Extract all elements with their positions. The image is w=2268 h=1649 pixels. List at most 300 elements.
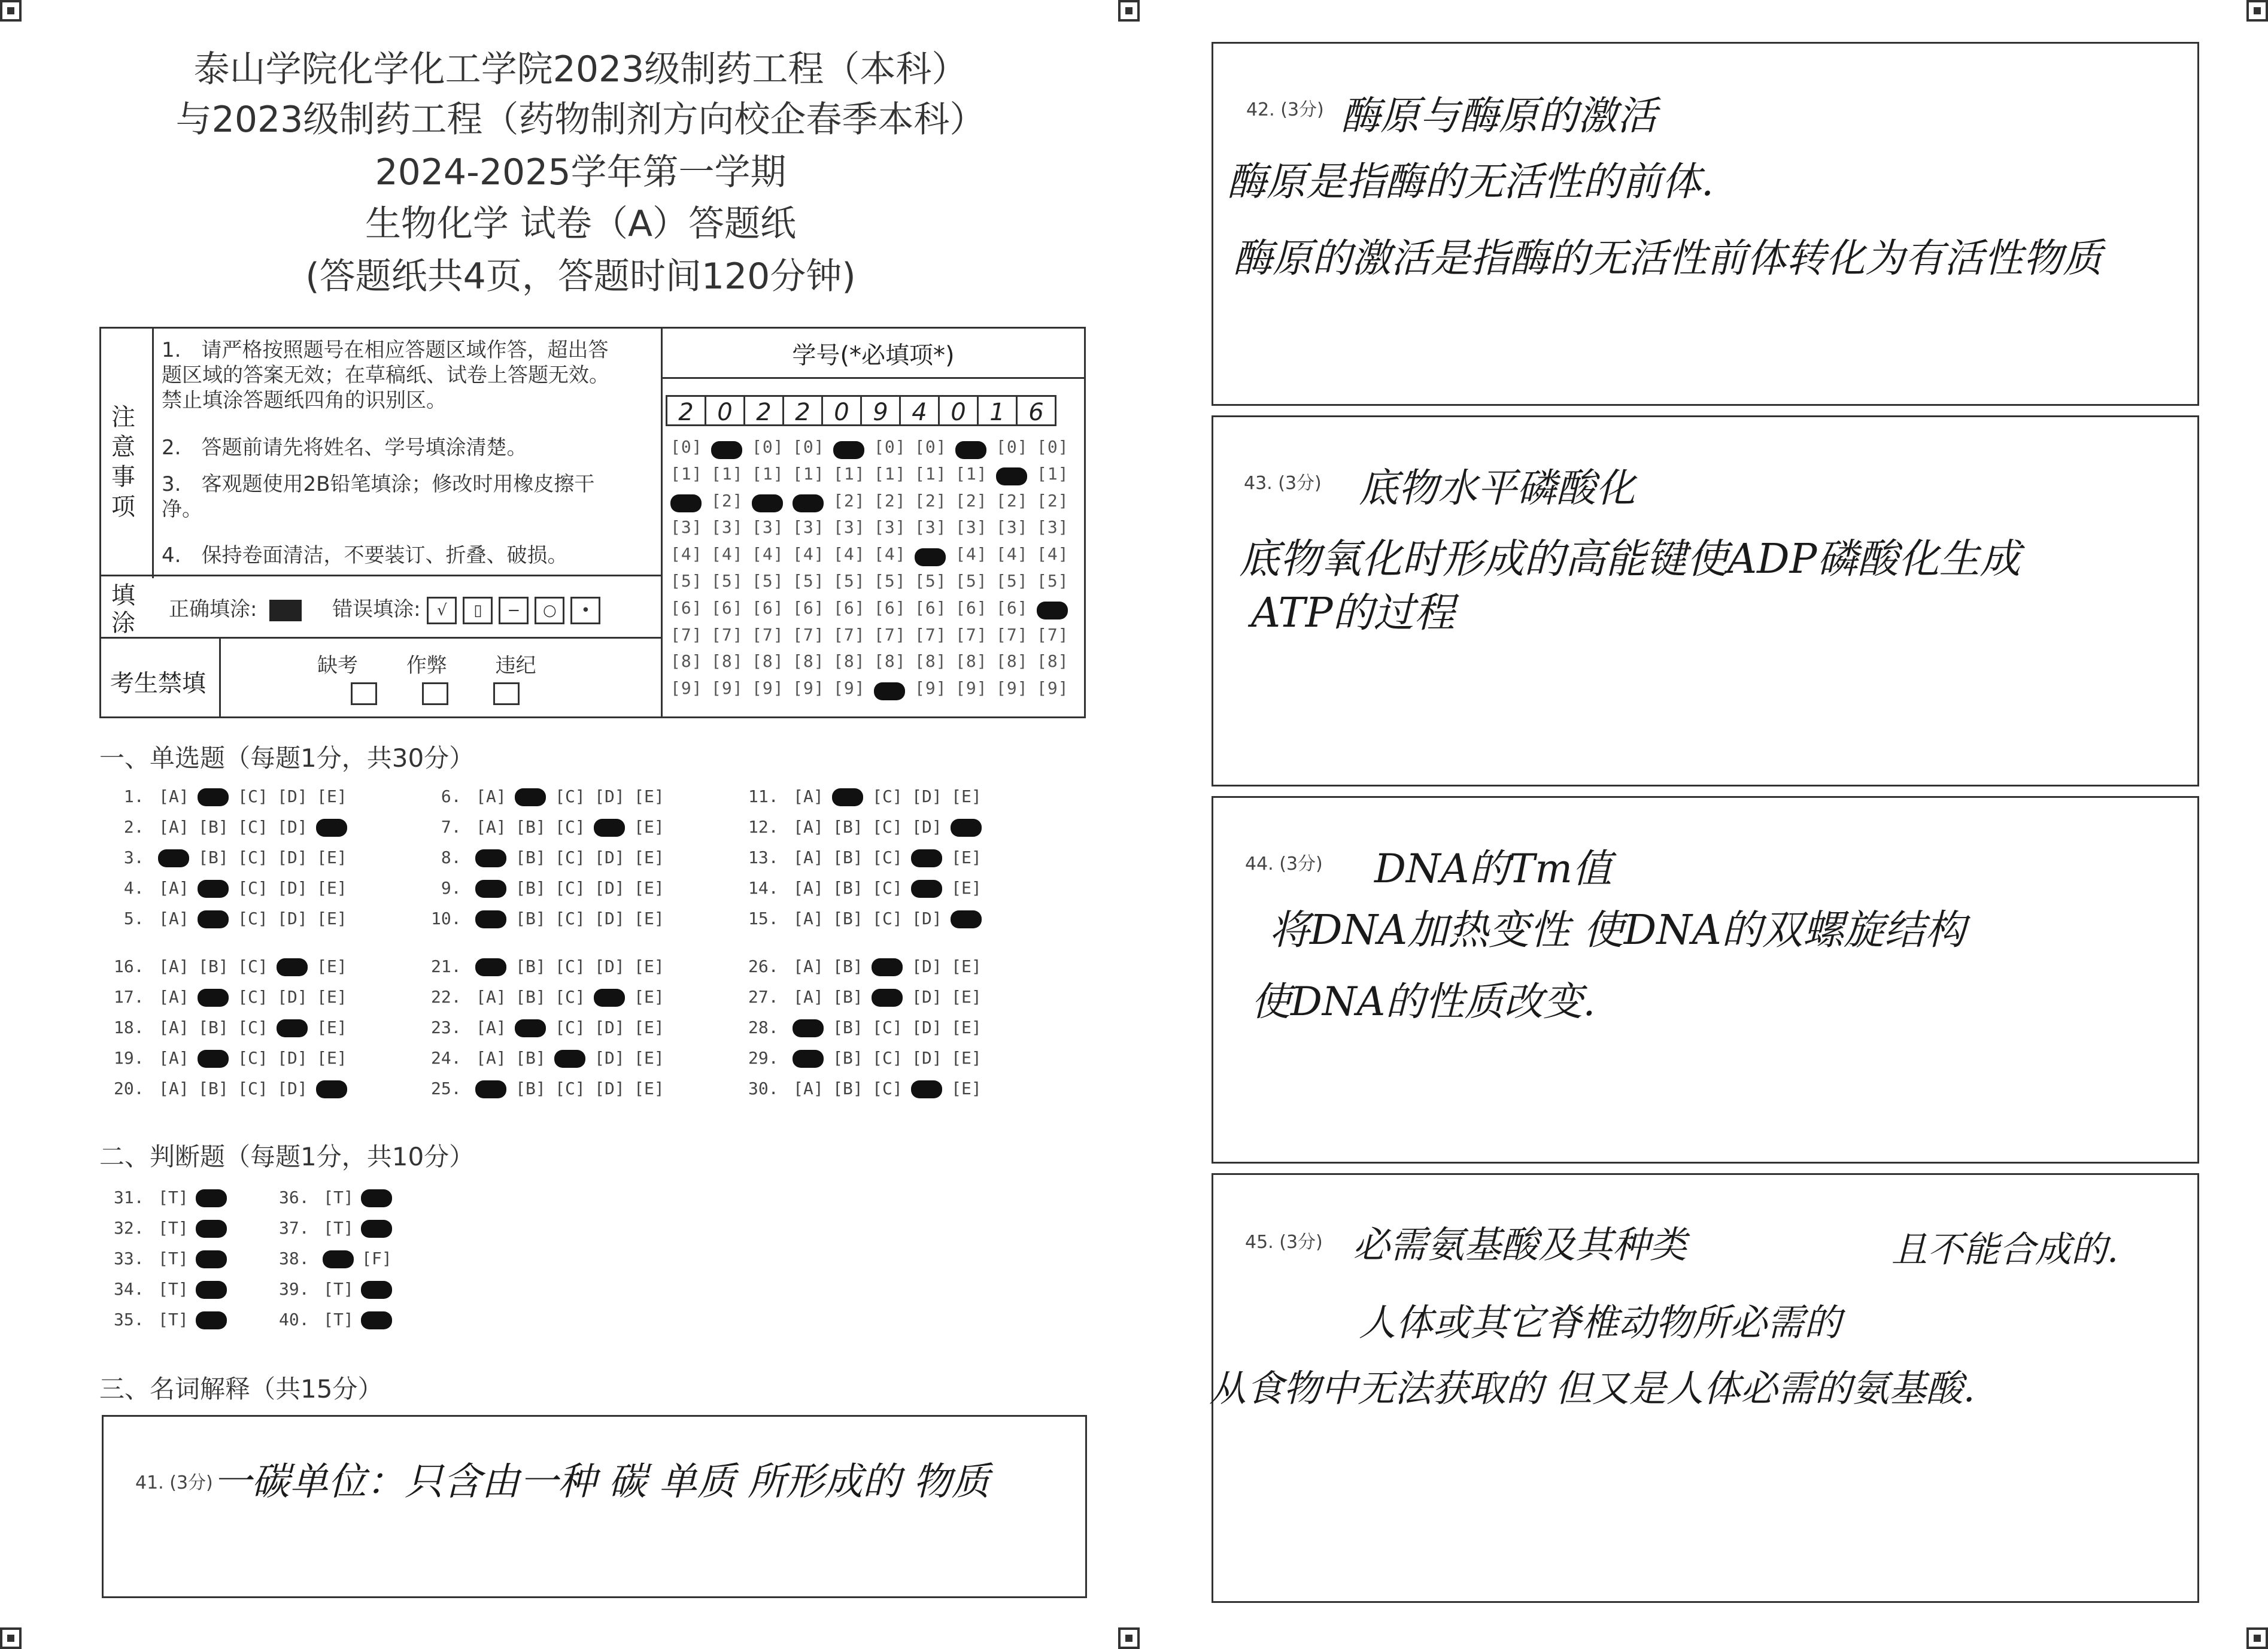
student-id-bubble-filled[interactable]	[670, 494, 711, 512]
student-id-bubble[interactable]: [1]	[874, 463, 906, 484]
student-id-bubble[interactable]: [4]	[1037, 544, 1069, 564]
mc-question-number: 15.	[748, 909, 789, 928]
mc-bubble-filled[interactable]	[193, 786, 233, 806]
student-id-bubble[interactable]: [1]	[955, 463, 988, 484]
student-id-bubble[interactable]: [9]	[670, 678, 703, 699]
mc-bubble[interactable]: [A]	[159, 817, 189, 837]
student-id-bubble[interactable]: [5]	[752, 570, 784, 591]
student-id-bubble[interactable]: [8]	[1037, 651, 1069, 672]
mc-question-number: 28.	[748, 1018, 789, 1037]
mc-bubble-filled[interactable]	[471, 909, 511, 928]
student-id-bubble[interactable]: [5]	[874, 570, 906, 591]
mc-bubble[interactable]: [C]	[872, 817, 903, 837]
q42-line-1: 酶原与酶原的激活	[1341, 93, 1657, 139]
student-id-bubble[interactable]: [3]	[996, 517, 1028, 537]
mc-question-number: 23.	[431, 1018, 472, 1037]
student-id-bubble[interactable]: [7]	[711, 624, 743, 645]
student-id-bubble[interactable]: [3]	[793, 517, 825, 537]
student-id-bubble[interactable]: [8]	[670, 651, 703, 672]
student-id-bubble[interactable]: [4]	[752, 544, 784, 564]
student-id-bubble[interactable]: [0]	[793, 437, 825, 457]
student-id-bubble[interactable]: [6]	[752, 597, 784, 618]
student-id-bubble[interactable]: [6]	[833, 597, 866, 618]
student-id-bubble[interactable]: [0]	[874, 437, 906, 457]
mc-bubble[interactable]: [C]	[555, 878, 585, 898]
mc-bubble[interactable]: [C]	[238, 1018, 268, 1037]
mc-bubble[interactable]: [D]	[594, 1048, 625, 1068]
student-id-bubble[interactable]: [9]	[711, 678, 743, 699]
student-id-bubble[interactable]: [5]	[711, 570, 743, 591]
tf-bubble-filled[interactable]	[357, 1310, 396, 1329]
mc-bubble[interactable]: [B]	[833, 909, 863, 928]
mc-bubble[interactable]: [D]	[594, 878, 625, 898]
student-id-bubble[interactable]: [9]	[996, 678, 1028, 699]
student-id-bubble-filled[interactable]	[915, 548, 955, 566]
student-id-bubble-filled[interactable]	[793, 494, 833, 512]
student-id-row	[670, 571, 1077, 598]
student-id-bubble[interactable]: [2]	[996, 490, 1028, 511]
mc-bubble-filled[interactable]	[511, 786, 550, 806]
student-id-bubble[interactable]: [2]	[711, 490, 743, 511]
mc-bubble[interactable]: [A]	[159, 956, 189, 976]
mc-question-1	[114, 786, 351, 806]
student-id-bubble[interactable]: [8]	[955, 651, 988, 672]
tf-bubble-filled[interactable]	[192, 1249, 230, 1268]
mc-bubble[interactable]: [B]	[198, 848, 229, 867]
mc-bubble[interactable]: [E]	[317, 848, 347, 867]
mc-bubble[interactable]: [C]	[555, 987, 585, 1007]
mc-bubble[interactable]: [D]	[912, 1048, 942, 1068]
tf-bubble[interactable]: [T]	[323, 1279, 354, 1299]
title-line-5: (答题纸共4页，答题时间120分钟)	[305, 256, 856, 297]
mc-bubble[interactable]: [D]	[277, 817, 308, 837]
mc-bubble[interactable]: [C]	[238, 1048, 268, 1068]
mc-bubble[interactable]: [C]	[872, 1018, 903, 1037]
student-id-bubble[interactable]: [1]	[915, 463, 947, 484]
mc-bubble[interactable]: [C]	[238, 987, 268, 1007]
mc-bubble[interactable]: [B]	[198, 1018, 229, 1037]
student-id-bubble-filled[interactable]	[874, 682, 915, 700]
student-id-bubble[interactable]: [4]	[793, 544, 825, 564]
mc-bubble[interactable]: [D]	[594, 1018, 625, 1037]
mc-bubble-filled[interactable]	[471, 1079, 511, 1098]
mc-bubble-filled[interactable]	[471, 956, 511, 976]
mc-bubble[interactable]: [A]	[793, 956, 824, 976]
student-id-bubble[interactable]: [5]	[1037, 570, 1069, 591]
mc-bubble-filled[interactable]	[550, 1048, 590, 1068]
student-id-bubble[interactable]: [1]	[833, 463, 866, 484]
student-id-bubble[interactable]: [1]	[670, 463, 703, 484]
student-id-bubble[interactable]: [0]	[915, 437, 947, 457]
mc-bubble[interactable]: [C]	[238, 1079, 268, 1098]
tf-bubble-filled[interactable]	[192, 1279, 230, 1299]
mc-bubble-filled[interactable]	[788, 1048, 828, 1068]
student-id-bubble[interactable]: [8]	[915, 651, 947, 672]
student-id-bubble[interactable]: [3]	[874, 517, 906, 537]
mc-bubble-filled[interactable]	[193, 909, 233, 928]
tf-question-37	[279, 1218, 396, 1238]
q43-line-1: 底物水平磷酸化	[1359, 465, 1635, 511]
mc-bubble[interactable]: [B]	[833, 987, 863, 1007]
mc-bubble[interactable]: [E]	[634, 987, 664, 1007]
mc-bubble[interactable]: [B]	[198, 956, 229, 976]
mc-bubble[interactable]: [C]	[555, 1018, 585, 1037]
student-id-bubble[interactable]: [5]	[833, 570, 866, 591]
student-id-bubble[interactable]: [5]	[915, 570, 947, 591]
student-id-bubble-filled[interactable]	[833, 441, 874, 459]
mc-bubble[interactable]: [A]	[476, 786, 506, 806]
mc-bubble[interactable]: [E]	[317, 1048, 347, 1068]
tf-bubble[interactable]: [T]	[158, 1218, 189, 1238]
student-id-bubble[interactable]: [5]	[670, 570, 703, 591]
student-id-bubble[interactable]: [6]	[915, 597, 947, 618]
student-id-bubble-filled[interactable]	[996, 467, 1037, 485]
student-id-bubble[interactable]: [3]	[833, 517, 866, 537]
mc-bubble-filled[interactable]	[511, 1018, 550, 1037]
mc-bubble-filled[interactable]	[154, 848, 193, 867]
mc-bubble[interactable]: [E]	[951, 1079, 982, 1098]
student-id-bubble[interactable]: [4]	[996, 544, 1028, 564]
mc-bubble[interactable]: [A]	[476, 987, 506, 1007]
student-id-bubble[interactable]: [6]	[793, 597, 825, 618]
mc-bubble[interactable]: [D]	[594, 909, 625, 928]
mc-bubble[interactable]: [A]	[793, 878, 824, 898]
tf-bubble-filled[interactable]	[357, 1279, 396, 1299]
mc-bubble[interactable]: [E]	[634, 786, 664, 806]
mc-bubble[interactable]: [D]	[912, 786, 942, 806]
mc-bubble[interactable]: [A]	[793, 817, 824, 837]
mc-bubble-filled[interactable]	[471, 848, 511, 867]
mc-bubble[interactable]: [C]	[872, 878, 903, 898]
mc-bubble[interactable]: [D]	[594, 1079, 625, 1098]
mc-bubble[interactable]: [D]	[277, 1048, 308, 1068]
student-id-bubble-filled[interactable]	[1037, 602, 1077, 619]
student-id-bubble[interactable]: [4]	[711, 544, 743, 564]
mc-bubble[interactable]: [D]	[277, 1079, 308, 1098]
mc-bubble[interactable]: [E]	[951, 1018, 982, 1037]
student-id-bubble-filled[interactable]	[955, 441, 996, 459]
tf-bubble-filled[interactable]	[319, 1249, 357, 1268]
mc-bubble[interactable]: [E]	[634, 1018, 664, 1037]
student-id-digit: 2	[743, 395, 784, 426]
student-id-bubble-filled[interactable]	[711, 441, 752, 459]
mc-bubble[interactable]: [B]	[833, 1048, 863, 1068]
mc-bubble[interactable]: [E]	[951, 1048, 982, 1068]
tf-bubble[interactable]: [T]	[158, 1188, 189, 1207]
mc-bubble[interactable]: [C]	[555, 1079, 585, 1098]
q44-line-3: 使DNA的性质改变.	[1251, 979, 1596, 1025]
tf-bubble[interactable]: [T]	[323, 1218, 354, 1238]
student-id-bubble[interactable]: [0]	[1037, 437, 1069, 457]
mc-bubble-filled[interactable]	[193, 878, 233, 898]
tf-bubble-filled[interactable]	[192, 1218, 230, 1238]
student-id-bubble[interactable]: [8]	[833, 651, 866, 672]
mc-bubble[interactable]: [A]	[793, 909, 824, 928]
mc-bubble-filled[interactable]	[590, 817, 629, 837]
mc-bubble[interactable]: [B]	[833, 1018, 863, 1037]
tf-bubble[interactable]: [F]	[362, 1249, 392, 1268]
q43-label: 43. (3分)	[1244, 473, 1322, 494]
mc-bubble-filled[interactable]	[907, 848, 946, 867]
violation-checkbox[interactable]	[493, 682, 520, 705]
section3-title: 三、名词解释（共15分）	[99, 1374, 383, 1404]
mc-bubble-filled[interactable]	[867, 987, 907, 1007]
mc-bubble[interactable]: [E]	[317, 956, 347, 976]
mc-bubble[interactable]: [B]	[833, 878, 863, 898]
student-id-bubble[interactable]: [7]	[793, 624, 825, 645]
student-id-bubble[interactable]: [2]	[833, 490, 866, 511]
mc-bubble-filled[interactable]	[867, 956, 907, 976]
student-id-bubble[interactable]: [7]	[915, 624, 947, 645]
student-id-bubble[interactable]: [7]	[833, 624, 866, 645]
student-id-bubble[interactable]: [5]	[996, 570, 1028, 591]
mc-bubble[interactable]: [E]	[317, 987, 347, 1007]
mc-bubble-filled[interactable]	[193, 987, 233, 1007]
mc-bubble[interactable]: [A]	[159, 987, 189, 1007]
cheat-checkbox[interactable]	[422, 682, 448, 705]
mc-bubble[interactable]: [C]	[238, 878, 268, 898]
mc-question-number: 3.	[114, 848, 154, 867]
mc-bubble[interactable]: [D]	[277, 848, 308, 867]
mc-bubble[interactable]: [C]	[872, 909, 903, 928]
student-id-bubble-filled[interactable]	[752, 494, 793, 512]
tf-bubble-filled[interactable]	[357, 1188, 396, 1207]
mc-bubble[interactable]: [D]	[912, 956, 942, 976]
mc-bubble[interactable]: [E]	[317, 786, 347, 806]
mc-bubble[interactable]: [C]	[555, 956, 585, 976]
student-id-bubble[interactable]: [3]	[711, 517, 743, 537]
student-id-bubble[interactable]: [7]	[752, 624, 784, 645]
absent-checkbox[interactable]	[351, 682, 377, 705]
student-id-bubble[interactable]: [5]	[955, 570, 988, 591]
q45-line-4: 从食物中无法获取的 但又是人体必需的氨基酸.	[1209, 1366, 1975, 1410]
mc-bubble-filled[interactable]	[312, 817, 351, 837]
tf-bubble-filled[interactable]	[192, 1188, 230, 1207]
mc-bubble-filled[interactable]	[907, 1079, 946, 1098]
mc-bubble[interactable]: [E]	[317, 878, 347, 898]
mc-bubble[interactable]: [A]	[793, 1079, 824, 1098]
mc-bubble-filled[interactable]	[193, 1048, 233, 1068]
mc-bubble[interactable]: [C]	[872, 1079, 903, 1098]
student-id-bubble[interactable]: [6]	[670, 597, 703, 618]
mc-bubble[interactable]: [B]	[833, 848, 863, 867]
student-id-bubble[interactable]: [7]	[670, 624, 703, 645]
student-id-bubble[interactable]: [6]	[955, 597, 988, 618]
student-id-bubble[interactable]: [7]	[996, 624, 1028, 645]
mc-bubble[interactable]: [E]	[634, 909, 664, 928]
mc-bubble[interactable]: [E]	[317, 1018, 347, 1037]
mc-bubble[interactable]: [E]	[634, 956, 664, 976]
mc-bubble[interactable]: [B]	[833, 817, 863, 837]
tf-bubble[interactable]: [T]	[323, 1310, 354, 1329]
mc-bubble[interactable]: [B]	[515, 878, 546, 898]
student-id-bubble[interactable]: [2]	[1037, 490, 1069, 511]
student-id-bubble[interactable]: [1]	[1037, 463, 1069, 484]
student-id-digit: 0	[938, 395, 979, 426]
student-id-bubble[interactable]: [7]	[955, 624, 988, 645]
mc-bubble[interactable]: [E]	[951, 878, 982, 898]
mc-bubble[interactable]: [A]	[159, 1079, 189, 1098]
mc-bubble-filled[interactable]	[907, 878, 946, 898]
mc-bubble[interactable]: [B]	[833, 956, 863, 976]
q41-answer-box[interactable]	[102, 1415, 1087, 1598]
mc-bubble[interactable]: [D]	[594, 786, 625, 806]
mc-bubble[interactable]: [B]	[198, 1079, 229, 1098]
mc-bubble[interactable]: [D]	[912, 1018, 942, 1037]
student-id-digit: 2	[782, 395, 823, 426]
student-id-row	[670, 651, 1077, 678]
student-id-bubble[interactable]: [3]	[1037, 517, 1069, 537]
student-id-bubble[interactable]: [4]	[874, 544, 906, 564]
mc-bubble[interactable]: [E]	[634, 878, 664, 898]
student-id-bubble[interactable]: [3]	[670, 517, 703, 537]
tf-question-number: 38.	[279, 1249, 320, 1268]
mc-bubble[interactable]: [D]	[594, 956, 625, 976]
student-id-bubble[interactable]: [1]	[752, 463, 784, 484]
mc-bubble[interactable]: [D]	[912, 987, 942, 1007]
tf-question-38	[279, 1249, 396, 1268]
mc-bubble[interactable]: [C]	[872, 786, 903, 806]
mc-bubble[interactable]: [C]	[238, 956, 268, 976]
tf-bubble[interactable]: [T]	[158, 1279, 189, 1299]
mc-bubble-filled[interactable]	[272, 1018, 312, 1037]
mc-bubble[interactable]: [B]	[515, 987, 546, 1007]
mc-bubble[interactable]: [E]	[634, 1048, 664, 1068]
student-id-bubble[interactable]: [0]	[752, 437, 784, 457]
student-id-bubble[interactable]: [4]	[670, 544, 703, 564]
mc-bubble[interactable]: [A]	[159, 909, 189, 928]
mc-bubble[interactable]: [D]	[912, 909, 942, 928]
mc-bubble[interactable]: [D]	[277, 987, 308, 1007]
student-id-bubble[interactable]: [2]	[915, 490, 947, 511]
mc-bubble[interactable]: [C]	[238, 909, 268, 928]
mc-bubble[interactable]: [E]	[634, 848, 664, 867]
student-id-bubble[interactable]: [2]	[955, 490, 988, 511]
tf-bubble[interactable]: [T]	[323, 1188, 354, 1207]
student-id-bubble[interactable]: [8]	[793, 651, 825, 672]
student-id-bubble[interactable]: [7]	[874, 624, 906, 645]
mc-bubble[interactable]: [A]	[793, 848, 824, 867]
mc-bubble[interactable]: [C]	[555, 848, 585, 867]
student-id-bubble[interactable]: [3]	[955, 517, 988, 537]
mc-bubble[interactable]: [C]	[872, 848, 903, 867]
student-id-bubble[interactable]: [9]	[1037, 678, 1069, 699]
student-id-bubble[interactable]: [9]	[833, 678, 866, 699]
student-id-bubble[interactable]: [2]	[874, 490, 906, 511]
mc-bubble[interactable]: [E]	[951, 987, 982, 1007]
student-id-bubble[interactable]: [6]	[874, 597, 906, 618]
mc-bubble-filled[interactable]	[471, 878, 511, 898]
q44-label: 44. (3分)	[1245, 854, 1323, 874]
mc-bubble[interactable]: [B]	[198, 817, 229, 837]
mc-bubble[interactable]: [B]	[515, 956, 546, 976]
student-id-bubble[interactable]: [0]	[670, 437, 703, 457]
mc-bubble[interactable]: [E]	[951, 786, 982, 806]
mc-bubble[interactable]: [E]	[951, 848, 982, 867]
mc-bubble-filled[interactable]	[946, 817, 986, 837]
mc-bubble[interactable]: [E]	[634, 817, 664, 837]
student-id-bubble[interactable]: [7]	[1037, 624, 1069, 645]
student-id-bubble[interactable]: [3]	[752, 517, 784, 537]
mc-bubble[interactable]: [D]	[594, 848, 625, 867]
student-id-bubble[interactable]: [8]	[874, 651, 906, 672]
mc-bubble[interactable]: [B]	[515, 1048, 546, 1068]
tf-bubble-filled[interactable]	[192, 1310, 230, 1329]
mc-bubble[interactable]: [C]	[555, 909, 585, 928]
mc-bubble[interactable]: [A]	[159, 1048, 189, 1068]
student-id-bubble[interactable]: [4]	[955, 544, 988, 564]
mc-question-number: 21.	[431, 956, 472, 976]
mc-bubble[interactable]: [A]	[476, 817, 506, 837]
mc-bubble[interactable]: [C]	[555, 786, 585, 806]
mc-bubble[interactable]: [B]	[833, 1079, 863, 1098]
student-id-bubble[interactable]: [8]	[996, 651, 1028, 672]
mc-bubble[interactable]: [C]	[238, 848, 268, 867]
tf-bubble-filled[interactable]	[357, 1218, 396, 1238]
q42-line-2: 酶原是指酶的无活性的前体.	[1227, 159, 1714, 205]
mc-bubble[interactable]: [B]	[515, 909, 546, 928]
mc-bubble[interactable]: [B]	[515, 1079, 546, 1098]
mc-bubble[interactable]: [C]	[555, 817, 585, 837]
mc-bubble[interactable]: [C]	[238, 786, 268, 806]
tf-bubble[interactable]: [T]	[158, 1249, 189, 1268]
mc-bubble-filled[interactable]	[590, 987, 629, 1007]
title-line-2: 与2023级制药工程（药物制剂方向校企春季本科）	[175, 99, 986, 141]
student-id-bubble[interactable]: [9]	[955, 678, 988, 699]
student-id-bubble[interactable]: [1]	[711, 463, 743, 484]
mc-bubble-filled[interactable]	[312, 1079, 351, 1098]
mc-bubble[interactable]: [A]	[476, 1018, 506, 1037]
student-id-bubble[interactable]: [9]	[793, 678, 825, 699]
mc-bubble[interactable]: [D]	[277, 909, 308, 928]
student-id-bubble[interactable]: [6]	[996, 597, 1028, 618]
mc-bubble[interactable]: [A]	[476, 1048, 506, 1068]
corner-marker-tm	[1118, 0, 1140, 22]
mc-bubble[interactable]: [A]	[159, 878, 189, 898]
student-id-bubble[interactable]: [8]	[711, 651, 743, 672]
mc-bubble-filled[interactable]	[828, 786, 867, 806]
student-id-bubble[interactable]: [6]	[711, 597, 743, 618]
student-id-bubble[interactable]: [1]	[793, 463, 825, 484]
student-id-bubble[interactable]: [5]	[793, 570, 825, 591]
tf-question-number: 33.	[114, 1249, 154, 1268]
mc-bubble[interactable]: [D]	[277, 878, 308, 898]
mc-bubble[interactable]: [A]	[793, 786, 824, 806]
student-id-bubble[interactable]: [3]	[915, 517, 947, 537]
mc-bubble[interactable]: [B]	[515, 817, 546, 837]
mc-bubble-filled[interactable]	[946, 909, 986, 928]
mc-bubble[interactable]: [E]	[317, 909, 347, 928]
student-id-bubble[interactable]: [8]	[752, 651, 784, 672]
student-id-bubble[interactable]: [0]	[996, 437, 1028, 457]
mc-bubble[interactable]: [D]	[912, 817, 942, 837]
student-id-bubble[interactable]: [9]	[752, 678, 784, 699]
mc-bubble[interactable]: [A]	[159, 786, 189, 806]
tf-bubble[interactable]: [T]	[158, 1310, 189, 1329]
mc-bubble[interactable]: [E]	[634, 1079, 664, 1098]
mc-bubble[interactable]: [E]	[951, 956, 982, 976]
mc-bubble-filled[interactable]	[272, 956, 312, 976]
mc-bubble[interactable]: [A]	[793, 987, 824, 1007]
mc-bubble[interactable]: [B]	[515, 848, 546, 867]
mc-bubble-filled[interactable]	[788, 1018, 828, 1037]
student-id-bubble[interactable]: [4]	[833, 544, 866, 564]
mc-bubble[interactable]: [C]	[238, 817, 268, 837]
mc-bubble[interactable]: [D]	[277, 786, 308, 806]
mc-bubble[interactable]: [C]	[872, 1048, 903, 1068]
student-id-bubble[interactable]: [9]	[915, 678, 947, 699]
mc-bubble[interactable]: [A]	[159, 1018, 189, 1037]
